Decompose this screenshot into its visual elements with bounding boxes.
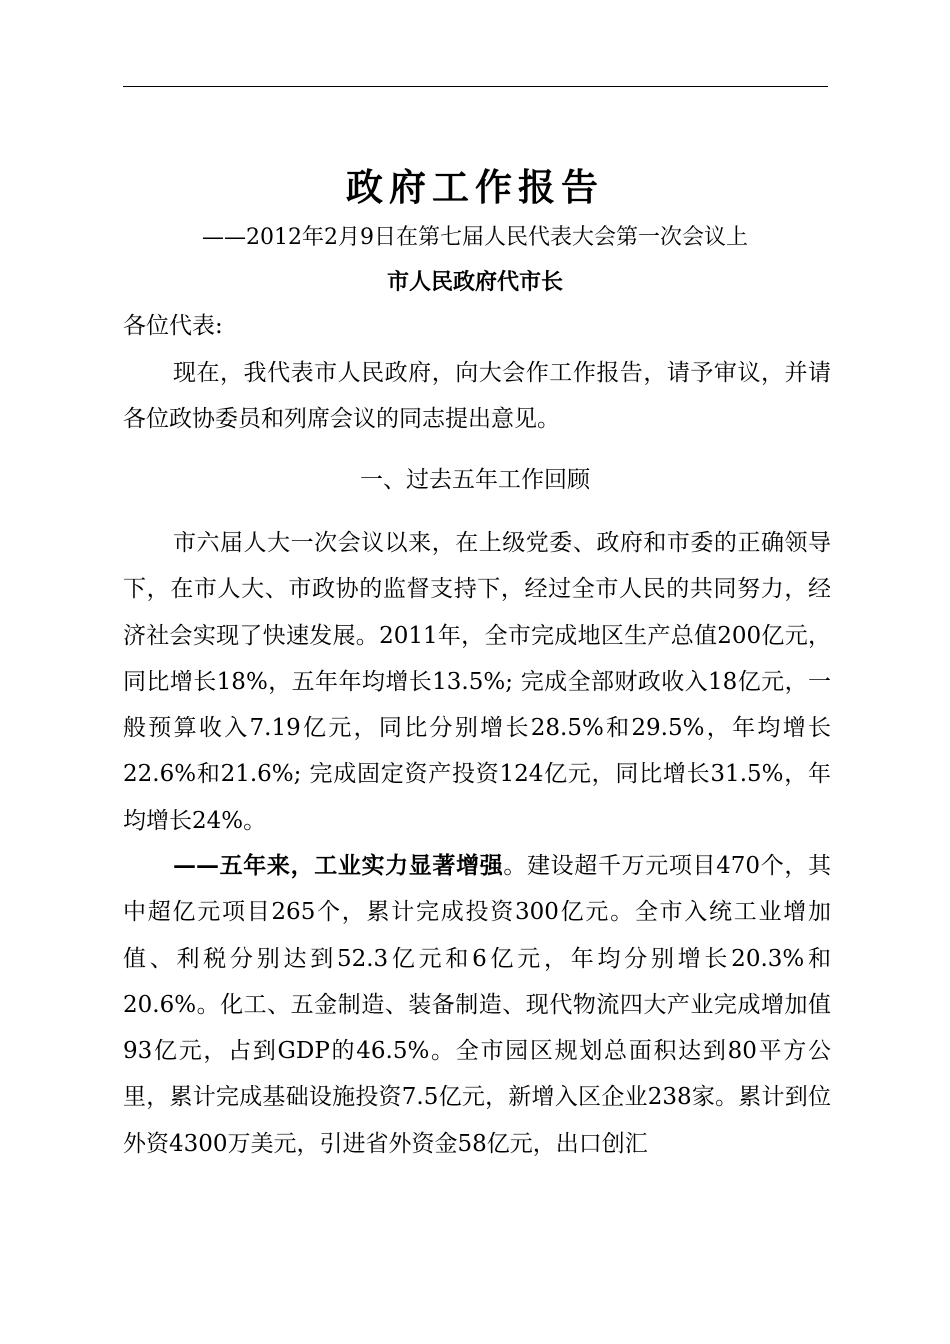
report-subtitle: ——2012年2月9日在第七届人民代表大会第一次会议上: [202, 225, 748, 250]
salutation: 各位代表:: [123, 313, 223, 339]
industry-paragraph: [123, 843, 831, 1167]
review-paragraph: 市六届人大一次会议以来，在上级党委、政府和市委的正确领导下，在市人大、市政协的监督支持下，经过全市人民的共同努力，经济社会实现了快速发展。2011年，全市完成地区生产总值200亿元，同比增长18%，五年年均增长13.5%; 完成全部财政收入18亿元，一般预算收入7.19亿元，同比分别增长28.5%和29.5%，年均增长22.6%和21.6%; 完成固定资产投资124亿元，同比增长31.5%，年均增长24%。: [123, 530, 831, 834]
intro-paragraph: 现在，我代表市人民政府，向大会作工作报告，请予审议，并请各位政协委员和列席会议的同志提出意见。: [123, 360, 831, 433]
section-heading: 一、过去五年工作回顾: [360, 467, 590, 493]
industry-body: 。建设超千万元项目470个，其中超亿元项目265个，累计完成投资300亿元。全市入统工业增加值、利税分别达到52.3亿元和6亿元，年均分别增长20.3%和20.6%。化工、五金制造、装备制造、现代物流四大产业完成增加值93亿元，占到GDP的46.5%。全市园区规划总面积达到80平方公里，累计完成基础设施投资7.5亿元，新增入区企业238家。累计到位外资4300万美元，引进省外资金58亿元，出口创汇: [123, 853, 832, 1157]
header-rule: [123, 86, 828, 87]
industry-lead: ——五年来，工业实力显著增强: [173, 852, 504, 879]
speaker-title: 市人民政府代市长: [386, 269, 563, 295]
page-title: 政府工作报告: [346, 165, 604, 209]
